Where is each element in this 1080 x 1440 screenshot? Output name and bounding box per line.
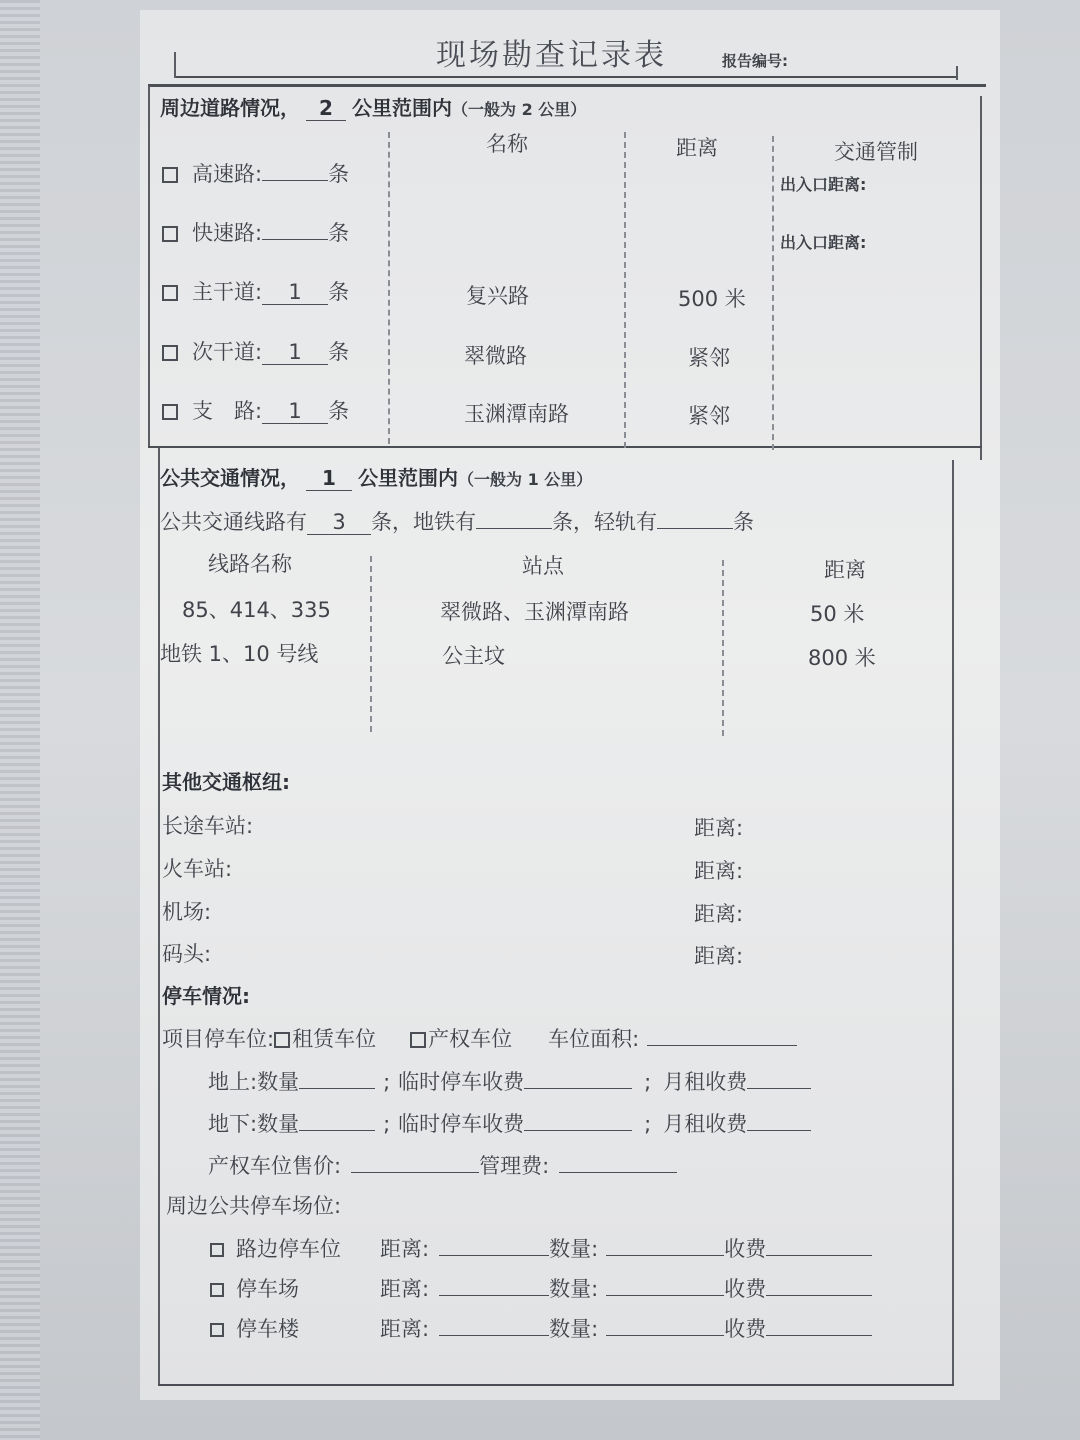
transit-summary: 公共交通线路有 3 条，地铁有 条，轻轨有 条 bbox=[160, 510, 754, 534]
hub-item-label: 火车站: bbox=[162, 857, 233, 881]
transit-col-station: 站点 bbox=[522, 554, 564, 578]
table-border-right-bottom bbox=[952, 460, 954, 1386]
road-distance-cell: 紧邻 bbox=[688, 404, 730, 428]
public-parking-row: 路边停车位 距离: 数量: 收费 bbox=[210, 1233, 872, 1263]
transit-distance-cell: 800 米 bbox=[808, 646, 876, 670]
checkbox-icon[interactable] bbox=[162, 167, 178, 183]
roads-radius-value: 2 bbox=[306, 96, 346, 121]
checkbox-icon[interactable] bbox=[410, 1032, 426, 1048]
roads-dash-3 bbox=[772, 136, 774, 450]
road-distance-cell: 500 米 bbox=[678, 287, 746, 311]
hub-item-label: 码头: bbox=[162, 942, 212, 966]
road-name-cell: 翠微路 bbox=[464, 344, 527, 368]
public-parking-label: 周边公共停车场位: bbox=[166, 1194, 342, 1218]
road-row: 次干道: 1 条 bbox=[162, 336, 349, 366]
hub-item-label: 机场: bbox=[162, 900, 212, 924]
public-parking-row: 停车楼 距离: 数量: 收费 bbox=[210, 1313, 872, 1343]
transit-note: （一般为 1 公里） bbox=[458, 470, 593, 489]
roads-dash-2 bbox=[624, 132, 626, 448]
road-row: 快速路: 条 bbox=[162, 217, 349, 247]
transit-dash-1 bbox=[370, 556, 372, 732]
roads-dash-1 bbox=[388, 132, 390, 444]
transit-heading: 公共交通情况， 1 公里范围内（一般为 1 公里） bbox=[160, 466, 593, 490]
checkbox-icon[interactable] bbox=[162, 226, 178, 242]
public-parking-row: 停车场 距离: 数量: 收费 bbox=[210, 1273, 872, 1303]
road-name-cell: 复兴路 bbox=[466, 284, 529, 308]
header-right-tick bbox=[956, 66, 958, 80]
checkbox-icon[interactable] bbox=[162, 345, 178, 361]
table-border-left-top bbox=[148, 86, 150, 446]
checkbox-icon[interactable] bbox=[162, 404, 178, 420]
transit-line-cell: 地铁 1、10 号线 bbox=[160, 642, 319, 666]
below-ground-row: 地下:数量 ; 临时停车收费 ; 月租收费 bbox=[208, 1108, 811, 1138]
project-parking-row: 项目停车位: 租赁车位 产权车位 车位面积: bbox=[162, 1023, 797, 1053]
screen-edge bbox=[0, 0, 40, 1440]
road-name-cell: 玉渊潭南路 bbox=[464, 402, 569, 426]
hubs-heading: 其他交通枢纽: bbox=[162, 770, 290, 794]
roads-note: （一般为 2 公里） bbox=[452, 100, 587, 119]
checkbox-icon[interactable] bbox=[162, 285, 178, 301]
checkbox-icon[interactable] bbox=[210, 1323, 224, 1337]
roads-heading: 周边道路情况， 2 公里范围内（一般为 2 公里） bbox=[160, 96, 587, 120]
property-price-row: 产权车位售价: 管理费: bbox=[208, 1150, 677, 1180]
roads-col-traffic: 交通管制 bbox=[834, 140, 918, 164]
exit-distance-label-1: 出入口距离: bbox=[780, 175, 867, 194]
section-divider bbox=[148, 446, 982, 448]
checkbox-icon[interactable] bbox=[210, 1243, 224, 1257]
road-row: 支 路: 1 条 bbox=[162, 395, 349, 425]
header-left-tick bbox=[174, 52, 176, 78]
hub-distance-label: 距离: bbox=[694, 902, 744, 926]
roads-col-name: 名称 bbox=[486, 132, 528, 156]
checkbox-icon[interactable] bbox=[210, 1283, 224, 1297]
table-border-left-bottom bbox=[158, 446, 160, 1386]
bus-line-count: 3 bbox=[307, 510, 371, 535]
roads-col-distance: 距离 bbox=[676, 136, 718, 160]
transit-station-cell: 公主坟 bbox=[442, 644, 505, 668]
road-row: 主干道: 1 条 bbox=[162, 276, 349, 306]
form-title: 现场勘查记录表 bbox=[436, 38, 667, 73]
transit-col-distance: 距离 bbox=[824, 558, 866, 582]
header-rule-top bbox=[175, 76, 958, 78]
above-ground-row: 地上:数量 ; 临时停车收费 ; 月租收费 bbox=[208, 1066, 811, 1096]
hub-distance-label: 距离: bbox=[694, 944, 744, 968]
transit-col-line: 线路名称 bbox=[208, 552, 292, 576]
transit-line-cell: 85、414、335 bbox=[182, 598, 331, 622]
transit-radius-value: 1 bbox=[306, 466, 352, 491]
table-border-bottom bbox=[158, 1384, 954, 1386]
hub-item-label: 长途车站: bbox=[162, 814, 254, 838]
hub-distance-label: 距离: bbox=[694, 816, 744, 840]
parking-heading: 停车情况: bbox=[162, 984, 250, 1008]
transit-station-cell: 翠微路、玉渊潭南路 bbox=[440, 600, 629, 624]
table-border-right-top bbox=[980, 96, 982, 460]
transit-dash-2 bbox=[722, 560, 724, 736]
header-rule-bottom bbox=[148, 84, 986, 87]
report-number-label: 报告编号: bbox=[722, 52, 788, 70]
transit-distance-cell: 50 米 bbox=[810, 602, 865, 626]
road-distance-cell: 紧邻 bbox=[688, 346, 730, 370]
hub-distance-label: 距离: bbox=[694, 859, 744, 883]
exit-distance-label-2: 出入口距离: bbox=[780, 233, 867, 252]
checkbox-icon[interactable] bbox=[274, 1032, 290, 1048]
road-row: 高速路: 条 bbox=[162, 158, 349, 188]
